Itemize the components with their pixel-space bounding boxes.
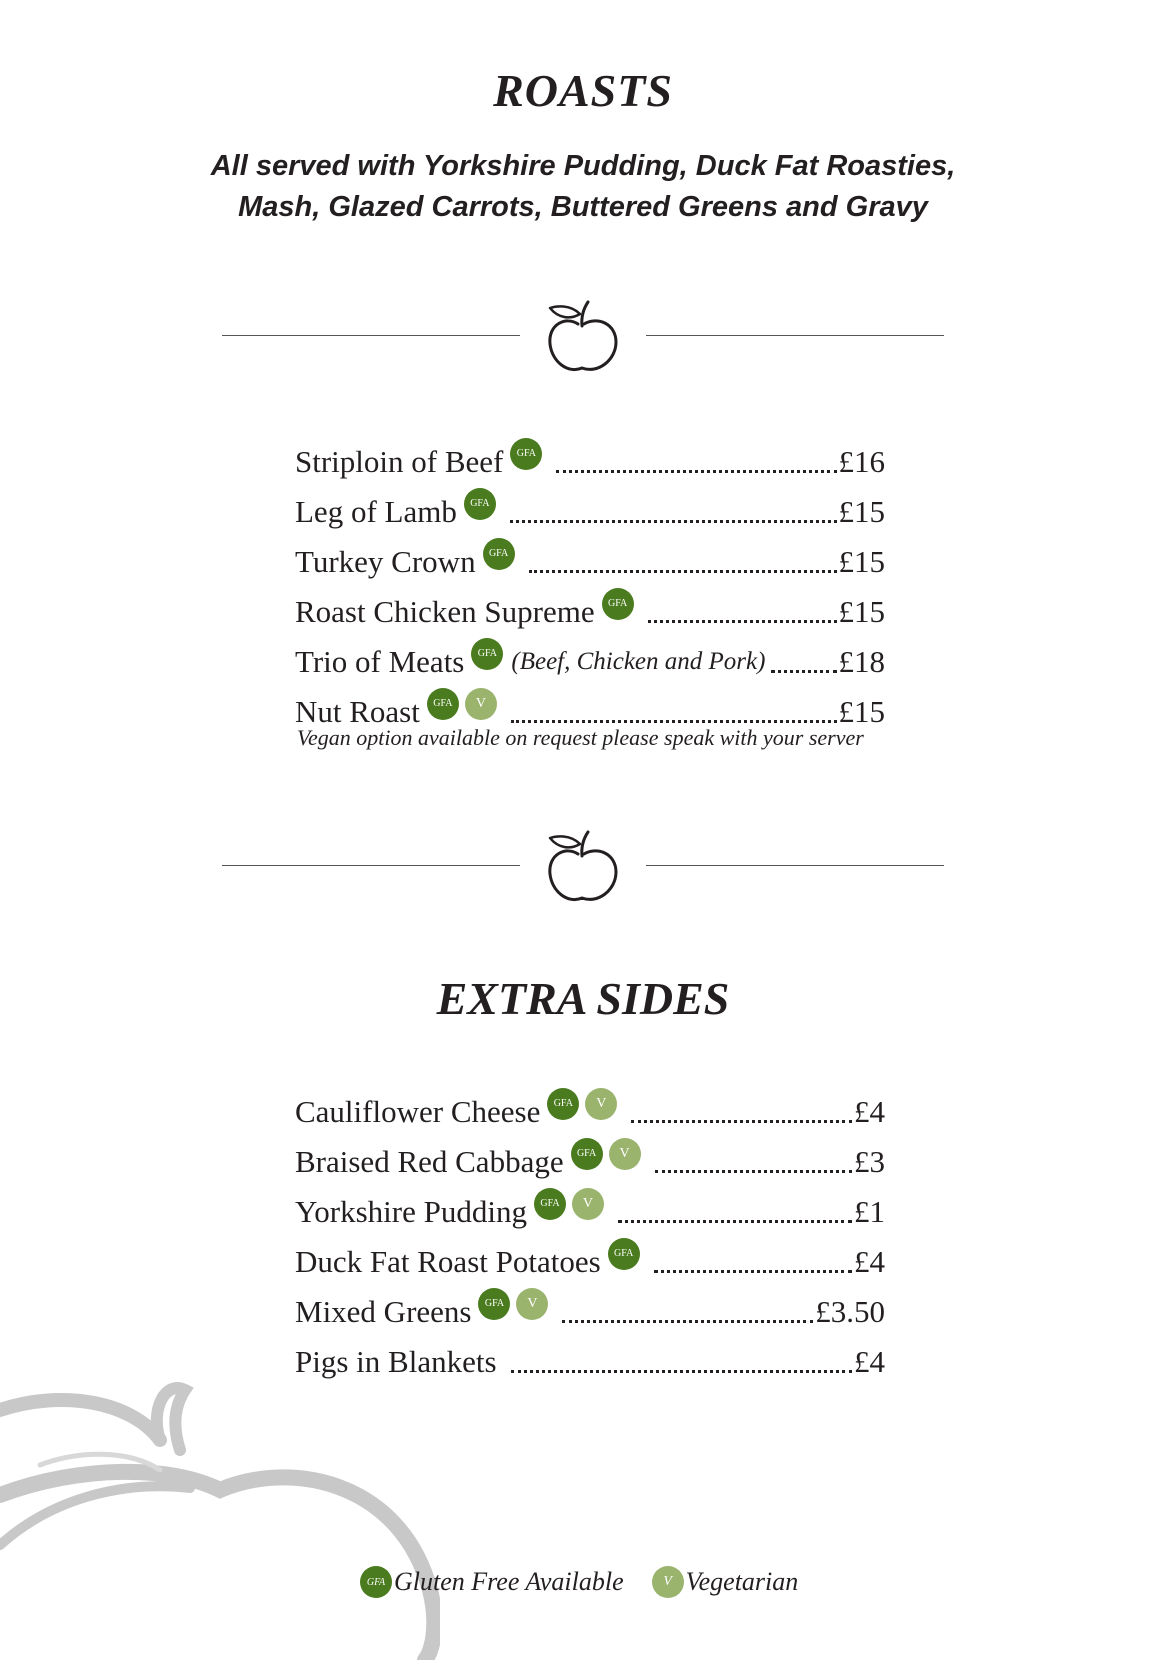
vegetarian-badge-icon: V [516, 1288, 548, 1320]
menu-item-name: Cauliflower Cheese [295, 1094, 541, 1129]
vegetarian-legend-label: Vegetarian [685, 1567, 799, 1596]
menu-item-name: Mixed Greens [295, 1294, 472, 1329]
menu-item-price: £4 [854, 1344, 885, 1379]
dot-leader [510, 520, 837, 523]
dietary-badges [464, 488, 496, 520]
dietary-badges [608, 1238, 640, 1270]
dietary-badges [427, 688, 497, 720]
apple-decoration-icon [0, 1370, 440, 1660]
dietary-badges [471, 638, 503, 670]
menu-item-price: £3.50 [815, 1294, 885, 1329]
menu-item-name: Roast Chicken Supreme [295, 594, 595, 629]
roasts-subtitle [0, 146, 1166, 228]
apple-icon [544, 828, 624, 904]
menu-item [295, 538, 885, 582]
divider-line-right [646, 865, 944, 866]
dietary-badges [478, 1288, 548, 1320]
apple-icon [544, 298, 624, 374]
vegetarian-badge-icon: V [609, 1138, 641, 1170]
dot-leader [771, 670, 836, 673]
gfa-badge-icon: GFA [483, 538, 515, 570]
legend [360, 1566, 798, 1598]
roasts-title: ROASTS [493, 65, 673, 116]
dietary-badges [534, 1188, 604, 1220]
menu-item-name: Duck Fat Roast Potatoes [295, 1244, 601, 1279]
menu-item-price: £15 [838, 594, 885, 629]
menu-item-name: Braised Red Cabbage [295, 1144, 564, 1179]
vegetarian-badge-icon: V [465, 688, 497, 720]
menu-item [295, 1088, 885, 1132]
dot-leader [556, 470, 836, 473]
menu-item-price: £16 [838, 444, 885, 479]
dot-leader [654, 1270, 852, 1273]
menu-item-name: Pigs in Blankets [295, 1344, 497, 1379]
menu-item-name: Nut Roast [295, 694, 420, 729]
menu-item [295, 638, 885, 682]
divider-line-right [646, 335, 944, 336]
subtitle-line-1: All served with Yorkshire Pudding, Duck Fat Roasties, [210, 150, 956, 182]
gfa-badge-icon: GFA [464, 488, 496, 520]
gfa-badge-icon: GFA [360, 1566, 392, 1598]
menu-item-price: £4 [854, 1244, 885, 1279]
menu-item-price: £15 [838, 694, 885, 729]
divider-line-left [222, 865, 520, 866]
gfa-badge-icon: GFA [571, 1138, 603, 1170]
menu-item [295, 1138, 885, 1182]
menu-item [295, 1188, 885, 1232]
gfa-badge-icon: GFA [534, 1188, 566, 1220]
vegan-note: Vegan option available on request please speak with your server [297, 725, 864, 750]
menu-item-price: £4 [854, 1094, 885, 1129]
gfa-badge-icon: GFA [427, 688, 459, 720]
vegetarian-badge-icon: V [572, 1188, 604, 1220]
gfa-badge-icon: GFA [510, 438, 542, 470]
dietary-badges [602, 588, 634, 620]
menu-item-name: Leg of Lamb [295, 494, 457, 529]
gfa-badge-icon: GFA [602, 588, 634, 620]
menu-item [295, 488, 885, 532]
dot-leader [655, 1170, 852, 1173]
menu-item-note: (Beef, Chicken and Pork) [511, 648, 766, 675]
gfa-badge-icon: GFA [471, 638, 503, 670]
dot-leader [648, 620, 837, 623]
menu-item [295, 588, 885, 632]
vegetarian-badge-icon: V [652, 1566, 684, 1598]
gfa-badge-icon: GFA [478, 1288, 510, 1320]
menu-item-price: £15 [838, 544, 885, 579]
menu-item-name: Trio of Meats [295, 644, 465, 679]
divider-line-left [222, 335, 520, 336]
subtitle-line-2: Mash, Glazed Carrots, Buttered Greens and Gravy [238, 191, 928, 223]
gfa-legend-label: Gluten Free Available [394, 1567, 624, 1596]
dot-leader [618, 1220, 852, 1223]
menu-item-price: £18 [838, 644, 885, 679]
dietary-badges [571, 1138, 641, 1170]
dot-leader [631, 1120, 852, 1123]
dot-leader [511, 720, 837, 723]
menu-item-name: Striploin of Beef [295, 444, 504, 479]
menu-item [295, 438, 885, 482]
menu-item-price: £1 [854, 1194, 885, 1229]
menu-item-price: £15 [838, 494, 885, 529]
dot-leader [511, 1370, 852, 1373]
dot-leader [562, 1320, 813, 1323]
menu-item-name: Yorkshire Pudding [295, 1194, 527, 1229]
menu-item-name: Turkey Crown [295, 544, 476, 579]
extra-sides-title: EXTRA SIDES [436, 973, 730, 1024]
dietary-badges [483, 538, 515, 570]
gfa-badge-icon: GFA [608, 1238, 640, 1270]
dot-leader [529, 570, 837, 573]
dietary-badges [510, 438, 542, 470]
vegetarian-badge-icon: V [585, 1088, 617, 1120]
menu-item [295, 1338, 885, 1382]
menu-item [295, 1238, 885, 1282]
menu-item-price: £3 [854, 1144, 885, 1179]
menu-item [295, 1288, 885, 1332]
gfa-badge-icon: GFA [547, 1088, 579, 1120]
dietary-badges [547, 1088, 617, 1120]
